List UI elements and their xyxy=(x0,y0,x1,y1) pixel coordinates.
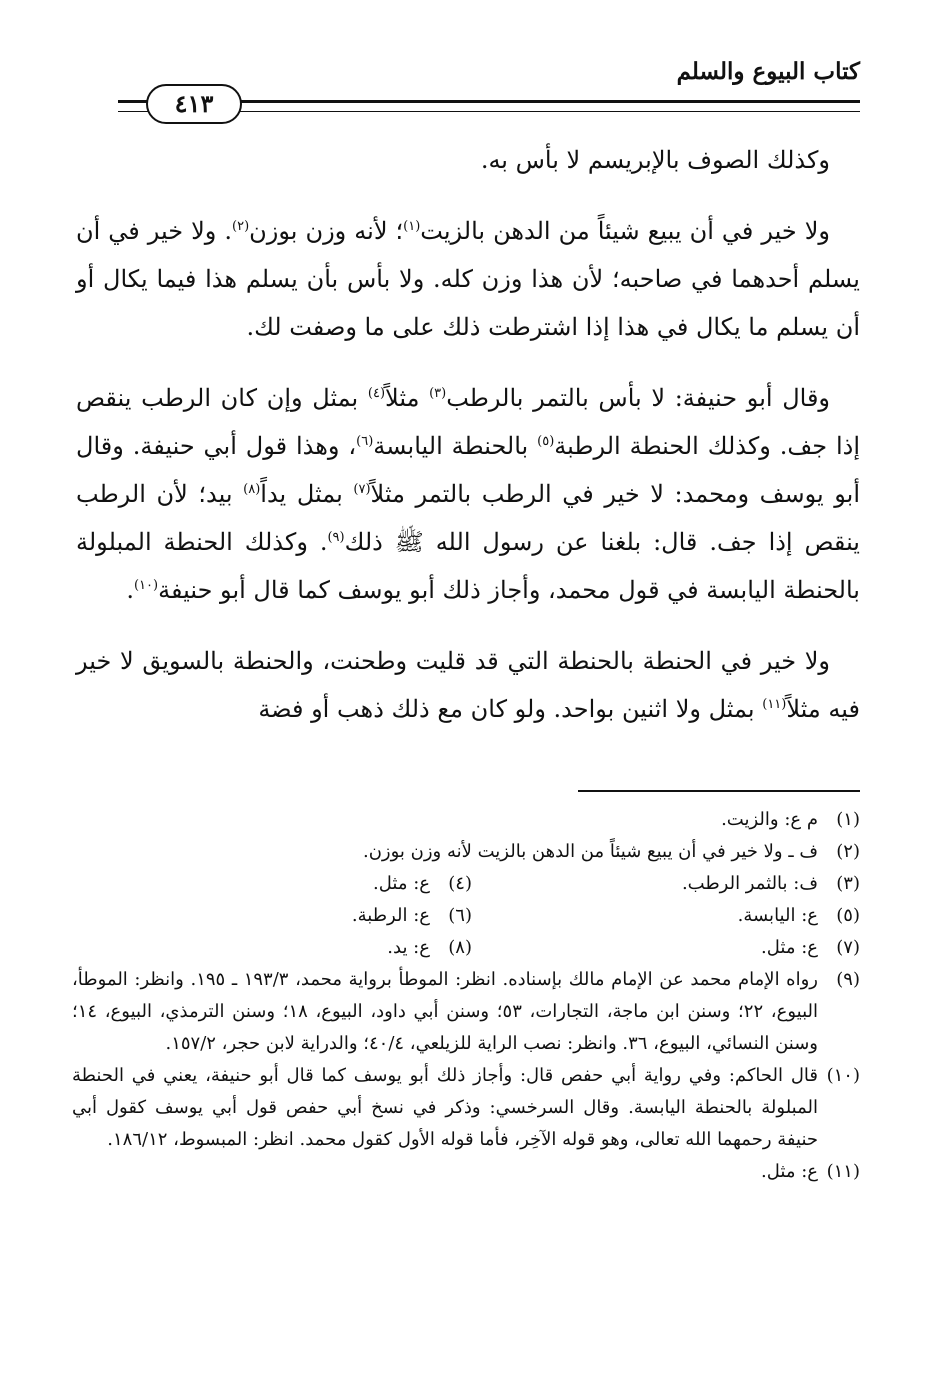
text-run: مثلاً xyxy=(385,384,430,412)
footnote-number: (٧) xyxy=(836,937,860,958)
footnote-4 xyxy=(84,868,472,900)
text-run: . وكذلك الحنطة المبلولة بالحنطة اليابسة في قول محمد، وأجاز ذلك أبو يوسف كما قال أبو حنيفة xyxy=(76,528,860,604)
main-text xyxy=(76,136,860,756)
footnote-marker: (١٠) xyxy=(133,578,159,593)
footnote-text: ع: يد. xyxy=(387,937,430,958)
footnote-text: ع: مثل. xyxy=(761,1161,818,1182)
body-paragraph xyxy=(76,637,860,733)
footnote-text: ع: الرطبة. xyxy=(351,905,430,926)
footnote-marker: (٥) xyxy=(537,434,555,449)
footnotes xyxy=(72,804,860,1188)
footnote-number: (٦) xyxy=(448,905,472,926)
footnote-number: (٨) xyxy=(448,937,472,958)
footnote-number: (٥) xyxy=(836,905,860,926)
footnote-marker: (٧) xyxy=(353,482,371,497)
footnote-row xyxy=(72,868,860,900)
text-run: وقال أبو حنيفة: لا بأس بالتمر بالرطب xyxy=(446,384,831,412)
footnote-number: (١١) xyxy=(826,1161,860,1182)
footnote-marker: (١١) xyxy=(762,697,787,712)
body-paragraph xyxy=(76,374,860,614)
footnote-3 xyxy=(472,868,860,900)
footnote-2 xyxy=(72,836,860,868)
text-run: بمثل وإن كان الرطب ينقص إذا جف. وكذلك الحنطة الرطبة xyxy=(76,384,860,460)
footnote-separator xyxy=(578,790,860,792)
footnote-text: ف ـ ولا خير في أن يبيع شيئاً من الدهن بالزيت لأنه وزن بوزن. xyxy=(362,841,818,862)
text-run: بيد؛ لأن الرطب ينقص إذا جف. قال: بلغنا عن رسول الله ﷺ ذلك xyxy=(76,480,860,556)
footnote-marker: (٨) xyxy=(243,482,261,497)
footnote-7 xyxy=(472,932,860,964)
footnote-number: (٩) xyxy=(836,969,860,990)
footnote-11 xyxy=(72,1156,860,1188)
footnote-row xyxy=(72,932,860,964)
text-run: بمثل يداً xyxy=(260,480,354,508)
text-run: ؛ لأنه وزن بوزن xyxy=(249,217,404,245)
footnote-text: ع: اليابسة. xyxy=(737,905,818,926)
footnote-number: (٣) xyxy=(836,873,860,894)
footnote-text: م ع: والزيت. xyxy=(721,809,818,830)
footnote-row xyxy=(72,900,860,932)
footnote-text: قال الحاكم: وفي رواية أبي حفص قال: وأجاز ذلك أبو يوسف كما قال أبو حنيفة، يعني في الحنطة المبلولة بالحنطة اليابسة. وقال السرخسي: وذكر في نسخ أبي حفص قول أبي يوسف كقول أبي حنيفة رحمهما الله تعالى، وهو قوله الآخِر، فأما قوله الأول كقول محمد. انظر: المبسوط، ١٨٦/١٢. xyxy=(72,1065,818,1150)
footnote-marker: (١) xyxy=(403,219,421,234)
footnote-8 xyxy=(84,932,472,964)
footnote-number: (٤) xyxy=(448,873,472,894)
footnote-marker: (٣) xyxy=(429,386,447,401)
text-run: بالحنطة اليابسة xyxy=(373,432,538,460)
footnote-marker: (٦) xyxy=(356,434,374,449)
footnote-marker: (٢) xyxy=(232,219,250,234)
footnote-number: (٢) xyxy=(836,841,860,862)
footnote-text: رواه الإمام محمد عن الإمام مالك بإسناده. انظر: الموطأ برواية محمد، ١٩٣/٣ ـ ١٩٥. وانظر: الموطأ، البيوع، ٢٢؛ وسنن ابن ماجة، التجارات، ٥٣؛ وسنن أبي داود، البيوع، ١٨؛ وسنن الترمذي، البيوع، ١٤؛ وسنن النسائي، البيوع، ٣٦. وانظر: نصب الراية للزيلعي، ٤٠/٤؛ والدراية لابن حجر، ١٥٧/٢. xyxy=(72,969,818,1054)
footnote-9 xyxy=(72,964,860,1060)
text-run: بمثل ولا اثنين بواحد. ولو كان مع ذلك ذهب أو فضة xyxy=(258,695,763,723)
text-run: ، وهذا قول أبي حنيفة. وقال أبو يوسف ومحمد: لا خير في الرطب بالتمر مثلاً xyxy=(76,432,860,508)
footnote-5 xyxy=(472,900,860,932)
text-run: ولا خير في الحنطة بالحنطة التي قد قليت وطحنت، والحنطة بالسويق لا خير فيه مثلاً xyxy=(76,647,860,723)
text-run: وكذلك الصوف بالإبريسم لا بأس به. xyxy=(480,146,830,174)
body-paragraph xyxy=(76,136,860,184)
footnote-10 xyxy=(72,1060,860,1156)
text-run: . ولا خير في أن يسلم أحدهما في صاحبه؛ لأن هذا وزن كله. ولا بأس بأن يسلم هذا فيما يكال أو أن يسلم ما يكال في هذا إذا اشترطت ذلك على ما وصفت لك. xyxy=(76,217,860,341)
footnote-6 xyxy=(84,900,472,932)
footnote-marker: (٤) xyxy=(367,386,386,401)
footnote-number: (١٠) xyxy=(826,1065,860,1086)
footnote-marker: (٩) xyxy=(327,530,345,545)
footnote-1 xyxy=(72,804,860,836)
text-run: . xyxy=(126,576,134,604)
footnote-text: ع: مثل. xyxy=(373,873,430,894)
body-paragraph xyxy=(76,207,860,351)
text-run: ولا خير في أن يبيع شيئاً من الدهن بالزيت xyxy=(420,217,830,245)
running-title: كتاب البيوع والسلم xyxy=(676,58,860,85)
footnote-number: (١) xyxy=(836,809,860,830)
footnote-text: ع: مثل. xyxy=(761,937,818,958)
page-number-badge: ٤١٣ xyxy=(146,84,242,124)
footnote-text: ف: بالثمر الرطب. xyxy=(681,873,818,894)
